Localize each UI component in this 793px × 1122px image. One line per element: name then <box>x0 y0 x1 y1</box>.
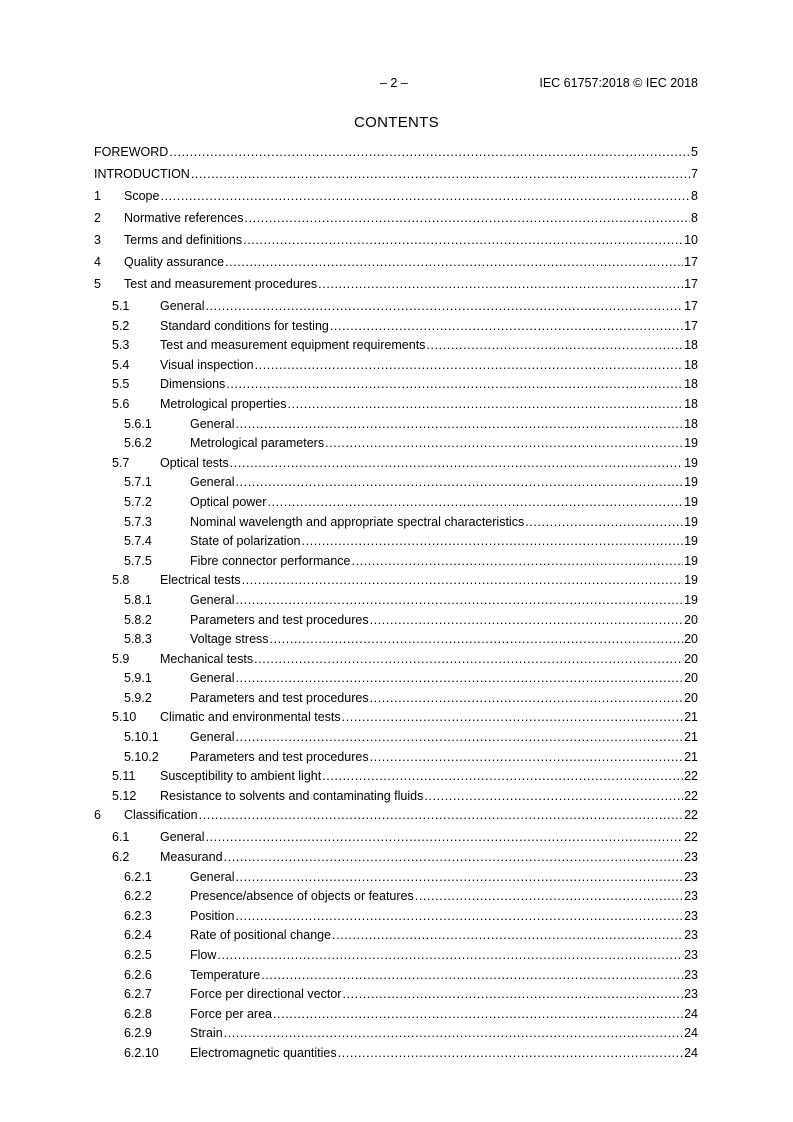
toc-entry[interactable] <box>94 593 698 613</box>
toc-entry-page: 20 <box>684 632 698 647</box>
toc-entry-number: 6.1 <box>112 830 130 845</box>
toc-entry-title: Scope <box>124 189 160 203</box>
dot-leader <box>225 255 683 270</box>
toc-entry[interactable] <box>94 632 698 652</box>
table-of-contents <box>94 145 698 1066</box>
dot-leader <box>235 593 683 608</box>
toc-entry-title: Parameters and test procedures <box>190 749 369 764</box>
toc-entry[interactable] <box>94 889 698 909</box>
toc-entry-line <box>160 710 698 725</box>
toc-entry-title: General <box>190 730 235 745</box>
toc-entry-number: 5.9 <box>112 651 130 666</box>
dot-leader <box>415 889 683 904</box>
toc-entry-number: 5.10.1 <box>124 730 159 745</box>
toc-entry-page: 19 <box>684 553 698 568</box>
dot-leader <box>226 377 683 392</box>
toc-entry-page: 23 <box>684 928 698 943</box>
toc-entry-title: General <box>160 299 205 313</box>
toc-entry[interactable] <box>94 968 698 988</box>
toc-entry-number: 5.12 <box>112 788 137 803</box>
toc-entry-title: Nominal wavelength and appropriate spectral characteristics <box>190 514 525 529</box>
toc-entry-line <box>190 870 698 885</box>
toc-entry-title: General <box>160 830 205 845</box>
toc-entry-number: 5.8.1 <box>124 592 152 607</box>
toc-entry-page: 23 <box>684 850 698 865</box>
toc-entry[interactable] <box>94 1026 698 1046</box>
toc-entry-number: 5.7.3 <box>124 514 152 529</box>
toc-entry-page: 23 <box>684 889 698 904</box>
toc-entry-number: 5.6.2 <box>124 436 152 451</box>
toc-entry-line <box>190 671 698 686</box>
toc-entry-title: Metrological properties <box>160 396 287 411</box>
page-number: – 2 – <box>380 76 408 90</box>
toc-entry-page: 21 <box>684 749 698 764</box>
toc-entry-title: Optical power <box>190 494 267 509</box>
toc-entry-number: 6.2.9 <box>124 1026 152 1041</box>
toc-entry-number: 6.2.3 <box>124 908 152 923</box>
toc-entry-page: 18 <box>684 357 698 372</box>
dot-leader <box>352 554 684 569</box>
toc-entry-number: 5.10 <box>112 710 137 725</box>
toc-entry[interactable] <box>94 870 698 890</box>
toc-entry-line <box>190 928 698 943</box>
toc-entry-line <box>124 189 698 204</box>
toc-entry-page: 19 <box>684 592 698 607</box>
toc-entry-line <box>160 850 698 865</box>
toc-entry[interactable] <box>94 710 698 730</box>
toc-entry-page: 8 <box>691 189 698 203</box>
toc-entry-title: Quality assurance <box>124 255 225 269</box>
toc-entry-page: 21 <box>684 710 698 725</box>
toc-entry-title: Normative references <box>124 211 244 225</box>
toc-entry-line <box>160 397 698 412</box>
toc-entry-line <box>190 554 698 569</box>
toc-entry-line <box>190 750 698 765</box>
toc-entry[interactable] <box>94 475 698 495</box>
toc-entry-line <box>124 233 698 248</box>
dot-leader <box>330 319 683 334</box>
toc-entry[interactable] <box>94 255 698 277</box>
toc-entry-page: 8 <box>691 211 698 225</box>
dot-leader <box>426 338 683 353</box>
toc-entry-line <box>190 968 698 983</box>
toc-entry[interactable] <box>94 358 698 378</box>
toc-entry-number: 5.9.1 <box>124 671 152 686</box>
toc-entry-page: 19 <box>684 475 698 490</box>
toc-entry-number: 5.7.4 <box>124 534 152 549</box>
toc-entry-title: Electrical tests <box>160 573 241 588</box>
toc-entry[interactable] <box>94 573 698 593</box>
toc-entry-title: Terms and definitions <box>124 233 243 247</box>
toc-entry-number: 2 <box>94 211 101 225</box>
toc-entry-line <box>190 1026 698 1041</box>
toc-entry-line <box>190 593 698 608</box>
toc-entry-line <box>160 358 698 373</box>
toc-entry-page: 5 <box>691 145 698 159</box>
toc-entry[interactable] <box>94 495 698 515</box>
toc-entry-number: 6.2.6 <box>124 967 152 982</box>
dot-leader <box>270 632 684 647</box>
toc-entry-page: 18 <box>684 416 698 431</box>
toc-entry-page: 23 <box>684 869 698 884</box>
toc-entry-line <box>190 534 698 549</box>
toc-entry-title: Standard conditions for testing <box>160 318 329 333</box>
toc-entry-title: General <box>190 671 235 686</box>
toc-entry[interactable] <box>94 299 698 319</box>
toc-entry[interactable] <box>94 928 698 948</box>
toc-entry-line <box>160 319 698 334</box>
dot-leader <box>370 691 684 706</box>
toc-entry-page: 19 <box>684 573 698 588</box>
toc-entry-page: 19 <box>684 494 698 509</box>
toc-entry-number: 5.8 <box>112 573 130 588</box>
toc-entry-line <box>124 211 698 226</box>
toc-entry-title: Voltage stress <box>190 632 269 647</box>
toc-entry-page: 20 <box>684 612 698 627</box>
toc-entry-number: 5.7.1 <box>124 475 152 490</box>
toc-entry-page: 22 <box>684 788 698 803</box>
toc-entry-page: 22 <box>684 830 698 845</box>
toc-entry-page: 23 <box>684 967 698 982</box>
toc-entry-page: 20 <box>684 671 698 686</box>
toc-entry[interactable] <box>94 830 698 850</box>
toc-entry-number: 5.7 <box>112 455 130 470</box>
dot-leader <box>169 145 690 160</box>
toc-entry-page: 24 <box>684 1026 698 1041</box>
toc-entry[interactable] <box>94 417 698 437</box>
toc-entry-page: 19 <box>684 455 698 470</box>
toc-entry-number: 6.2.7 <box>124 987 152 1002</box>
toc-entry-line <box>94 145 698 160</box>
toc-entry-number: 6.2.1 <box>124 869 152 884</box>
toc-entry-title: Dimensions <box>160 377 226 392</box>
toc-entry-line <box>160 652 698 667</box>
toc-entry-line <box>160 377 698 392</box>
toc-entry[interactable] <box>94 671 698 691</box>
toc-entry-line <box>124 808 698 823</box>
toc-entry-line <box>160 769 698 784</box>
dot-leader <box>322 769 683 784</box>
toc-entry-line <box>190 417 698 432</box>
toc-entry[interactable] <box>94 987 698 1007</box>
toc-entry-title: FOREWORD <box>94 145 169 159</box>
toc-entry-page: 23 <box>684 908 698 923</box>
toc-entry-page: 19 <box>684 514 698 529</box>
dot-leader <box>525 515 683 530</box>
toc-entry-title: Rate of positional change <box>190 928 332 943</box>
dot-leader <box>230 456 683 471</box>
dot-leader <box>243 233 683 248</box>
dot-leader <box>302 534 684 549</box>
toc-entry-line <box>190 436 698 451</box>
dot-leader <box>342 710 683 725</box>
dot-leader <box>217 948 683 963</box>
toc-entry-line <box>190 1046 698 1061</box>
toc-entry-title: Optical tests <box>160 455 229 470</box>
toc-entry-title: Presence/absence of objects or features <box>190 889 414 904</box>
toc-entry-page: 18 <box>684 396 698 411</box>
toc-entry-line <box>190 948 698 963</box>
dot-leader <box>342 987 683 1002</box>
toc-entry-number: 5.6.1 <box>124 416 152 431</box>
toc-entry[interactable] <box>94 377 698 397</box>
toc-entry[interactable] <box>94 850 698 870</box>
toc-entry-page: 18 <box>684 338 698 353</box>
dot-leader <box>325 436 683 451</box>
toc-entry-page: 19 <box>684 534 698 549</box>
dot-leader <box>332 928 683 943</box>
toc-entry-page: 24 <box>684 1006 698 1021</box>
toc-entry[interactable] <box>94 652 698 672</box>
toc-entry-title: Fibre connector performance <box>190 553 351 568</box>
dot-leader <box>235 475 683 490</box>
toc-entry-number: 3 <box>94 233 101 247</box>
toc-entry-number: 5.6 <box>112 396 130 411</box>
toc-entry[interactable] <box>94 534 698 554</box>
toc-entry-title: Electromagnetic quantities <box>190 1045 337 1060</box>
toc-entry[interactable] <box>94 145 698 167</box>
dot-leader <box>370 613 684 628</box>
toc-entry-number: 6.2.2 <box>124 889 152 904</box>
toc-entry-number: 6 <box>94 808 101 823</box>
toc-entry[interactable] <box>94 808 698 830</box>
dot-leader <box>224 1026 683 1041</box>
toc-entry-line <box>94 167 698 182</box>
toc-entry-number: 1 <box>94 189 101 203</box>
toc-entry-number: 6.2.8 <box>124 1006 152 1021</box>
toc-entry-number: 5.11 <box>112 769 136 784</box>
toc-entry-line <box>160 789 698 804</box>
toc-entry-title: Position <box>190 908 235 923</box>
dot-leader <box>261 968 683 983</box>
dot-leader <box>318 277 683 292</box>
toc-entry[interactable] <box>94 1007 698 1027</box>
dot-leader <box>235 909 683 924</box>
dot-leader <box>338 1046 683 1061</box>
toc-entry-number: 5.9.2 <box>124 690 152 705</box>
toc-entry-line <box>190 515 698 530</box>
toc-entry-line <box>160 338 698 353</box>
toc-entry[interactable] <box>94 613 698 633</box>
toc-entry[interactable] <box>94 397 698 417</box>
toc-entry-page: 24 <box>684 1045 698 1060</box>
toc-entry-number: 5.3 <box>112 338 130 353</box>
dot-leader <box>235 417 683 432</box>
toc-entry-title: Parameters and test procedures <box>190 690 369 705</box>
toc-entry-line <box>160 299 698 314</box>
toc-entry[interactable] <box>94 1046 698 1066</box>
toc-entry-page: 17 <box>684 277 698 291</box>
toc-entry-title: Force per area <box>190 1006 272 1021</box>
toc-entry-title: INTRODUCTION <box>94 167 190 181</box>
toc-entry-number: 5.7.5 <box>124 553 152 568</box>
toc-entry-title: Parameters and test procedures <box>190 612 369 627</box>
contents-title: CONTENTS <box>354 114 439 131</box>
toc-entry[interactable] <box>94 189 698 211</box>
toc-entry-line <box>160 573 698 588</box>
dot-leader <box>235 730 683 745</box>
toc-entry-page: 7 <box>691 167 698 181</box>
toc-entry[interactable] <box>94 769 698 789</box>
toc-entry[interactable] <box>94 319 698 339</box>
dot-leader <box>235 671 683 686</box>
toc-entry-title: Test and measurement procedures <box>124 277 318 291</box>
toc-entry[interactable] <box>94 233 698 255</box>
toc-entry-number: 5.1 <box>112 299 130 313</box>
toc-entry-title: Mechanical tests <box>160 651 254 666</box>
toc-entry-number: 6.2.4 <box>124 928 152 943</box>
toc-entry-title: Metrological parameters <box>190 436 325 451</box>
toc-entry[interactable] <box>94 456 698 476</box>
toc-entry-title: State of polarization <box>190 534 301 549</box>
dot-leader <box>205 830 683 845</box>
toc-entry[interactable] <box>94 750 698 770</box>
dot-leader <box>199 808 683 823</box>
toc-entry-title: General <box>190 592 235 607</box>
toc-entry[interactable] <box>94 948 698 968</box>
toc-entry[interactable] <box>94 554 698 574</box>
dot-leader <box>255 358 684 373</box>
toc-entry-number: 6.2.10 <box>124 1045 159 1060</box>
toc-entry-title: Visual inspection <box>160 357 254 372</box>
toc-entry-page: 20 <box>684 690 698 705</box>
toc-entry[interactable] <box>94 691 698 711</box>
toc-entry-line <box>124 255 698 270</box>
toc-entry-page: 23 <box>684 987 698 1002</box>
toc-entry-title: Climatic and environmental tests <box>160 710 341 725</box>
toc-entry[interactable] <box>94 167 698 189</box>
toc-entry-line <box>190 987 698 1002</box>
document-reference: IEC 61757:2018 © IEC 2018 <box>539 76 698 90</box>
dot-leader <box>245 211 691 226</box>
toc-entry-title: Flow <box>190 948 217 962</box>
toc-entry-title: Classification <box>124 808 198 823</box>
toc-entry-number: 4 <box>94 255 101 269</box>
toc-entry-title: Measurand <box>160 850 223 865</box>
toc-entry[interactable] <box>94 436 698 456</box>
toc-entry[interactable] <box>94 338 698 358</box>
toc-entry[interactable] <box>94 277 698 299</box>
toc-entry-line <box>190 495 698 510</box>
toc-entry-page: 22 <box>684 808 698 823</box>
toc-entry-number: 5.8.2 <box>124 612 152 627</box>
dot-leader <box>254 652 683 667</box>
page-header <box>94 76 698 92</box>
toc-entry[interactable] <box>94 211 698 233</box>
toc-entry[interactable] <box>94 515 698 535</box>
toc-entry-number: 6.2 <box>112 850 130 865</box>
toc-entry-page: 17 <box>684 255 698 269</box>
toc-entry-number: 5.2 <box>112 318 130 333</box>
toc-entry-line <box>160 830 698 845</box>
toc-entry[interactable] <box>94 730 698 750</box>
toc-entry-line <box>190 909 698 924</box>
toc-entry-number: 5.7.2 <box>124 494 152 509</box>
toc-entry-number: 6.2.5 <box>124 948 152 962</box>
toc-entry-line <box>190 475 698 490</box>
dot-leader <box>370 750 684 765</box>
dot-leader <box>205 299 683 314</box>
toc-entry-title: General <box>190 869 235 884</box>
toc-entry-line <box>190 632 698 647</box>
dot-leader <box>160 189 690 204</box>
toc-entry-page: 22 <box>684 769 698 784</box>
toc-entry-number: 5.5 <box>112 377 130 392</box>
dot-leader <box>242 573 684 588</box>
toc-entry-title: Susceptibility to ambient light <box>160 769 322 784</box>
toc-entry-line <box>190 730 698 745</box>
toc-entry-number: 5.10.2 <box>124 749 159 764</box>
dot-leader <box>267 495 683 510</box>
dot-leader <box>424 789 683 804</box>
dot-leader <box>287 397 683 412</box>
toc-entry-title: Test and measurement equipment requirements <box>160 338 426 353</box>
toc-entry-number: 5.8.3 <box>124 632 152 647</box>
toc-entry-page: 23 <box>684 948 698 962</box>
toc-entry-line <box>190 1007 698 1022</box>
toc-entry-line <box>160 456 698 471</box>
toc-entry-title: Resistance to solvents and contaminating fluids <box>160 788 424 803</box>
toc-entry-line <box>190 691 698 706</box>
dot-leader <box>191 167 690 182</box>
dot-leader <box>224 850 684 865</box>
toc-entry-title: Strain <box>190 1026 223 1041</box>
toc-entry-line <box>124 277 698 292</box>
toc-entry-title: Temperature <box>190 967 261 982</box>
toc-entry-page: 21 <box>684 730 698 745</box>
toc-entry-title: Force per directional vector <box>190 987 342 1002</box>
toc-entry[interactable] <box>94 789 698 809</box>
toc-entry-title: General <box>190 416 235 431</box>
toc-entry[interactable] <box>94 909 698 929</box>
toc-entry-title: General <box>190 475 235 490</box>
toc-entry-page: 10 <box>684 233 698 247</box>
toc-entry-number: 5.4 <box>112 357 130 372</box>
toc-entry-page: 19 <box>684 436 698 451</box>
toc-entry-page: 17 <box>684 318 698 333</box>
toc-entry-page: 17 <box>684 299 698 313</box>
dot-leader <box>273 1007 683 1022</box>
toc-entry-page: 18 <box>684 377 698 392</box>
toc-entry-page: 20 <box>684 651 698 666</box>
dot-leader <box>235 870 683 885</box>
toc-entry-line <box>190 889 698 904</box>
toc-entry-number: 5 <box>94 277 101 291</box>
toc-entry-line <box>190 613 698 628</box>
